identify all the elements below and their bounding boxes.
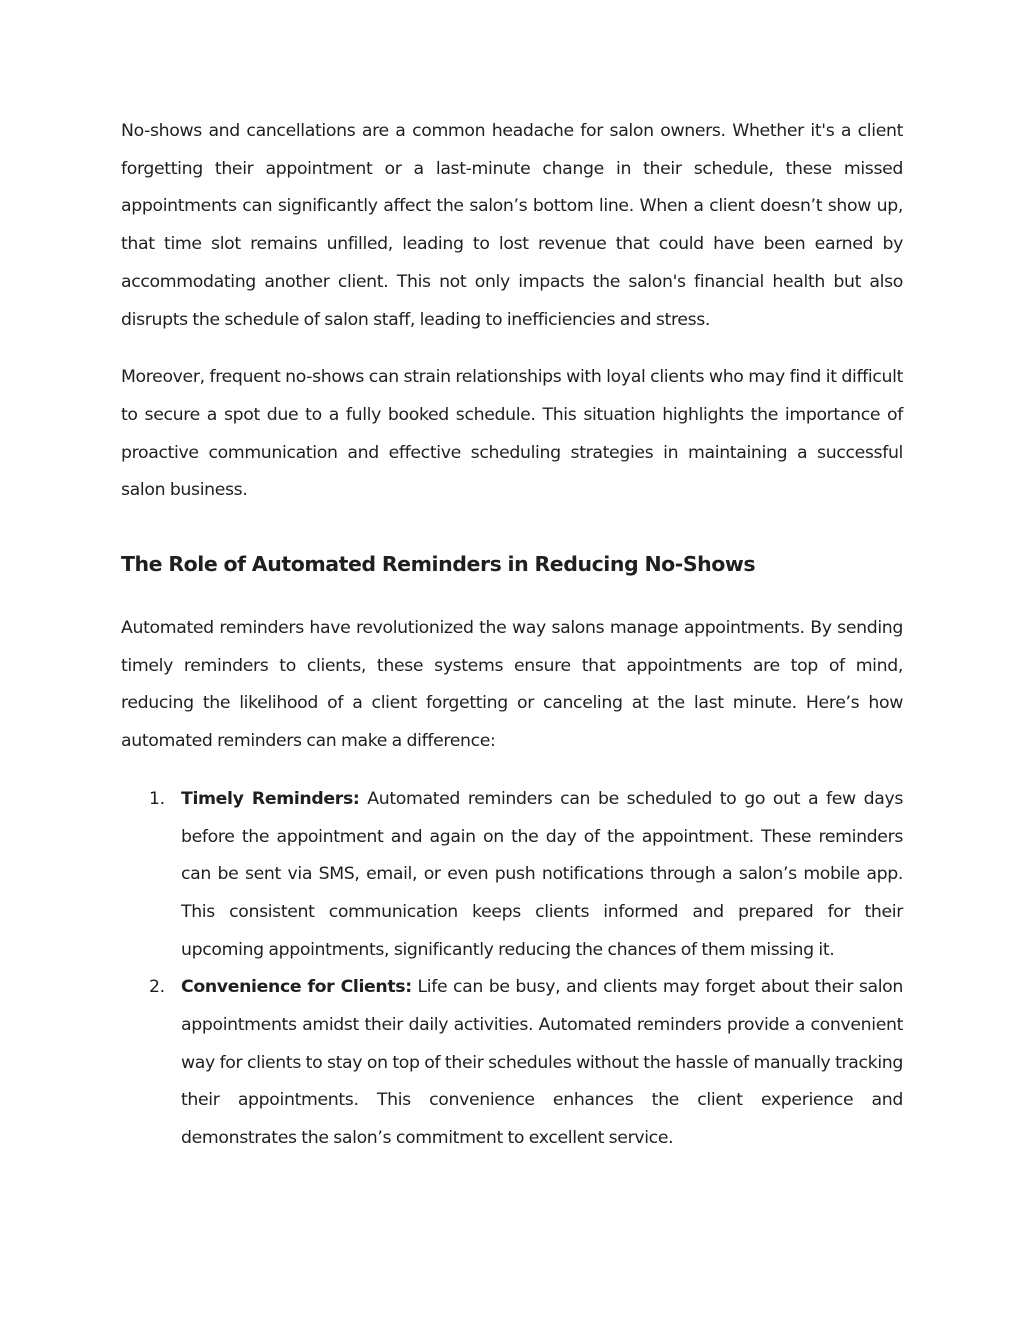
list-item-text: Automated reminders can be scheduled to go out a few days before the appointment and again on the day of the appointment. These reminders can be sent via SMS, email, or even push notifications through a salon’s mobile app. This consistent communication keeps clients informed and prepared for their upcoming appointments, significantly reducing the chances of them missing it. <box>181 788 904 960</box>
section-heading: The Role of Automated Reminders in Reducing No-Shows <box>121 552 756 577</box>
list-item-text: Life can be busy, and clients may forget about their salon appointments amidst their daily activities. Automated reminders provide a convenient way for clients to stay on top of their schedules without the hassle of manually tracking their appointments. This convenience enhances the client experience and demonstrates the salon’s commitment to excellent service. <box>181 977 903 1149</box>
list-item <box>121 781 903 970</box>
list-item <box>121 969 903 1158</box>
list-item-title: Convenience for Clients: <box>181 977 412 998</box>
list-item-number: 1. <box>149 788 165 809</box>
section-intro-paragraph: Automated reminders have revolutionized the way salons manage appointments. By sending timely reminders to clients, these systems ensure that appointments are top of mind, reducing the likelihood of a client forgetting or canceling at the last minute. Here’s how automated reminders can make a difference: <box>121 618 903 752</box>
intro-paragraph: No-shows and cancellations are a common headache for salon owners. Whether it's a client forgetting their appointment or a last-minute change in their schedule, these missed appointments can significantly affect the salon’s bottom line. When a client doesn’t show up, that time slot remains unfilled, leading to lost revenue that could have been earned by accommodating another client. This not only impacts the salon's financial health but also disrupts the schedule of salon staff, leading to inefficiencies and stress. <box>121 121 903 330</box>
intro-paragraph: Moreover, frequent no-shows can strain relationships with loyal clients who may find it difficult to secure a spot due to a fully booked schedule. This situation highlights the importance of proactive communication and effective scheduling strategies in maintaining a successful salon business. <box>121 367 903 501</box>
benefits-list <box>121 781 903 1158</box>
document-page <box>121 113 903 1158</box>
list-item-title: Timely Reminders: <box>181 788 360 809</box>
list-item-number: 2. <box>149 977 165 998</box>
